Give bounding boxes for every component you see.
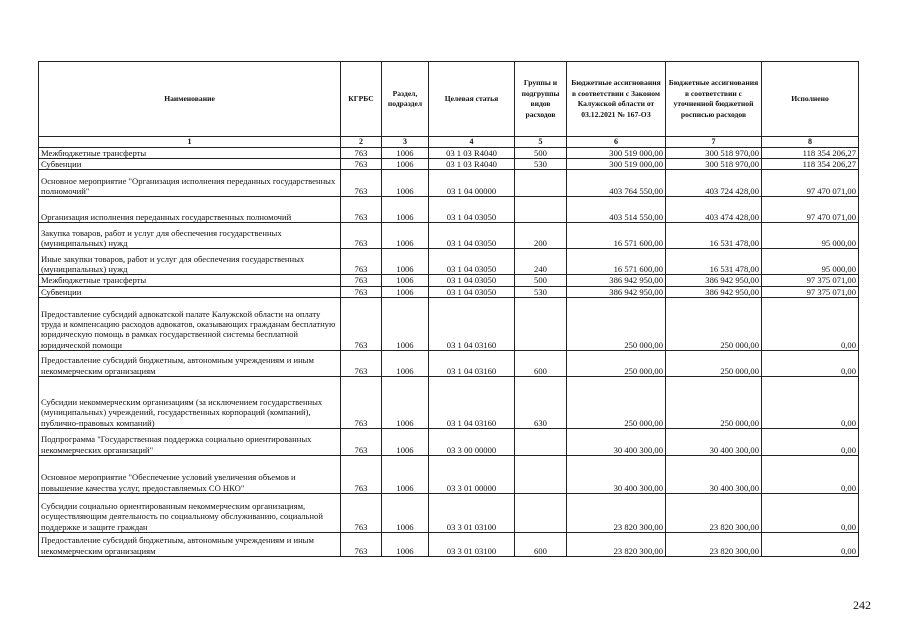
cell-budget-allocation: 300 518 970,00	[666, 148, 762, 159]
cell-law-allocation: 300 519 000,00	[567, 148, 666, 159]
cell-name: Предоставление субсидий бюджетным, автономным учреждениям и иным некоммерческим организациям	[39, 350, 341, 376]
cell-target-article: 03 1 03 R4040	[429, 159, 515, 170]
table-row	[39, 286, 859, 297]
cell-section: 1006	[382, 350, 429, 376]
cell-kgrbs: 763	[341, 275, 382, 286]
table-row	[39, 197, 859, 223]
cell-executed: 95 000,00	[762, 223, 859, 249]
cell-law-allocation: 386 942 950,00	[567, 286, 666, 297]
cell-section: 1006	[382, 376, 429, 428]
cell-budget-allocation: 386 942 950,00	[666, 275, 762, 286]
cell-budget-allocation: 300 518 970,00	[666, 159, 762, 170]
cell-name: Организация исполнения переданных государственных полномочий	[39, 197, 341, 223]
cell-target-article: 03 1 04 03050	[429, 223, 515, 249]
header-expense-group: Группы и подгруппы видов расходов	[515, 62, 567, 137]
column-number-row	[39, 137, 859, 148]
cell-law-allocation: 403 764 550,00	[567, 170, 666, 197]
cell-executed: 118 354 206,27	[762, 148, 859, 159]
cell-expense-group: 500	[515, 148, 567, 159]
table-row	[39, 493, 859, 532]
cell-expense-group: 530	[515, 286, 567, 297]
table-row	[39, 532, 859, 556]
cell-law-allocation: 386 942 950,00	[567, 275, 666, 286]
cell-expense-group	[515, 297, 567, 350]
column-number: 7	[666, 137, 762, 148]
cell-executed: 0,00	[762, 297, 859, 350]
table-row	[39, 148, 859, 159]
cell-kgrbs: 763	[341, 455, 382, 493]
cell-section: 1006	[382, 532, 429, 556]
cell-law-allocation: 403 514 550,00	[567, 197, 666, 223]
cell-expense-group	[515, 170, 567, 197]
cell-name: Основное мероприятие "Обеспечение условий увеличения объемов и повышение качества услуг, предоставляемых СО НКО"	[39, 455, 341, 493]
cell-expense-group	[515, 493, 567, 532]
cell-section: 1006	[382, 297, 429, 350]
cell-expense-group: 600	[515, 350, 567, 376]
cell-executed: 0,00	[762, 455, 859, 493]
cell-budget-allocation: 23 820 300,00	[666, 532, 762, 556]
column-number: 4	[429, 137, 515, 148]
cell-section: 1006	[382, 249, 429, 275]
cell-section: 1006	[382, 223, 429, 249]
cell-expense-group: 630	[515, 376, 567, 428]
cell-law-allocation: 16 571 600,00	[567, 249, 666, 275]
cell-budget-allocation: 30 400 300,00	[666, 455, 762, 493]
cell-name: Предоставление субсидий адвокатской палате Калужской области на оплату труда и компенсацию расходов адвокатов, оказывающих гражданам бесплатную юридическую помощь в рамках государственной системы бесплатной юридической помощи	[39, 297, 341, 350]
cell-executed: 0,00	[762, 493, 859, 532]
cell-kgrbs: 763	[341, 170, 382, 197]
cell-target-article: 03 3 01 03100	[429, 532, 515, 556]
cell-name: Субвенции	[39, 286, 341, 297]
cell-target-article: 03 3 00 00000	[429, 428, 515, 455]
cell-executed: 97 470 071,00	[762, 197, 859, 223]
cell-executed: 97 470 071,00	[762, 170, 859, 197]
table-row	[39, 249, 859, 275]
cell-target-article: 03 1 04 03160	[429, 297, 515, 350]
cell-law-allocation: 23 820 300,00	[567, 532, 666, 556]
cell-budget-allocation: 30 400 300,00	[666, 428, 762, 455]
cell-executed: 0,00	[762, 428, 859, 455]
cell-budget-allocation: 403 724 428,00	[666, 170, 762, 197]
page-number: 242	[853, 598, 871, 612]
cell-expense-group: 500	[515, 275, 567, 286]
cell-budget-allocation: 250 000,00	[666, 350, 762, 376]
cell-kgrbs: 763	[341, 148, 382, 159]
cell-kgrbs: 763	[341, 297, 382, 350]
cell-expense-group: 600	[515, 532, 567, 556]
table-body	[39, 148, 859, 557]
table-row	[39, 455, 859, 493]
cell-name: Иные закупки товаров, работ и услуг для обеспечения государственных (муниципальных) нужд	[39, 249, 341, 275]
cell-kgrbs: 763	[341, 197, 382, 223]
cell-section: 1006	[382, 428, 429, 455]
cell-budget-allocation: 250 000,00	[666, 297, 762, 350]
column-number: 5	[515, 137, 567, 148]
cell-kgrbs: 763	[341, 286, 382, 297]
header-kgrbs: КГРБС	[341, 62, 382, 137]
table-row	[39, 159, 859, 170]
cell-kgrbs: 763	[341, 376, 382, 428]
cell-name: Межбюджетные трансферты	[39, 148, 341, 159]
cell-expense-group	[515, 197, 567, 223]
cell-target-article: 03 3 01 03100	[429, 493, 515, 532]
table-row	[39, 170, 859, 197]
cell-law-allocation: 300 519 000,00	[567, 159, 666, 170]
cell-executed: 0,00	[762, 532, 859, 556]
cell-kgrbs: 763	[341, 249, 382, 275]
header-law-allocations: Бюджетные ассигнования в соответствии с Законом Калужской области от 03.12.2021 № 167-ОЗ	[567, 62, 666, 137]
cell-section: 1006	[382, 455, 429, 493]
cell-expense-group	[515, 455, 567, 493]
cell-executed: 95 000,00	[762, 249, 859, 275]
cell-section: 1006	[382, 159, 429, 170]
cell-name: Межбюджетные трансферты	[39, 275, 341, 286]
cell-law-allocation: 23 820 300,00	[567, 493, 666, 532]
header-target-article: Целевая статья	[429, 62, 515, 137]
cell-target-article: 03 1 03 R4040	[429, 148, 515, 159]
header-section: Раздел, подраздел	[382, 62, 429, 137]
cell-target-article: 03 1 04 03160	[429, 350, 515, 376]
cell-target-article: 03 1 04 03050	[429, 275, 515, 286]
table-row	[39, 350, 859, 376]
table-row	[39, 275, 859, 286]
cell-kgrbs: 763	[341, 350, 382, 376]
cell-name: Закупка товаров, работ и услуг для обеспечения государственных (муниципальных) нужд	[39, 223, 341, 249]
cell-budget-allocation: 386 942 950,00	[666, 286, 762, 297]
cell-expense-group	[515, 428, 567, 455]
cell-section: 1006	[382, 197, 429, 223]
cell-section: 1006	[382, 148, 429, 159]
column-number: 6	[567, 137, 666, 148]
cell-section: 1006	[382, 286, 429, 297]
cell-target-article: 03 1 04 03050	[429, 197, 515, 223]
column-number: 2	[341, 137, 382, 148]
cell-budget-allocation: 250 000,00	[666, 376, 762, 428]
cell-kgrbs: 763	[341, 223, 382, 249]
cell-law-allocation: 250 000,00	[567, 350, 666, 376]
cell-law-allocation: 250 000,00	[567, 297, 666, 350]
cell-name: Субвенции	[39, 159, 341, 170]
header-executed: Исполнено	[762, 62, 859, 137]
column-number: 3	[382, 137, 429, 148]
cell-target-article: 03 1 04 03160	[429, 376, 515, 428]
cell-target-article: 03 1 04 00000	[429, 170, 515, 197]
cell-executed: 97 375 071,00	[762, 286, 859, 297]
cell-law-allocation: 16 571 600,00	[567, 223, 666, 249]
cell-target-article: 03 1 04 03050	[429, 286, 515, 297]
cell-name: Подпрограмма "Государственная поддержка социально ориентированных некоммерческих организаций"	[39, 428, 341, 455]
cell-name: Предоставление субсидий бюджетным, автономным учреждениям и иным некоммерческим организациям	[39, 532, 341, 556]
table-row	[39, 376, 859, 428]
header-name: Наименование	[39, 62, 341, 137]
cell-section: 1006	[382, 170, 429, 197]
column-number: 8	[762, 137, 859, 148]
column-number: 1	[39, 137, 341, 148]
cell-budget-allocation: 23 820 300,00	[666, 493, 762, 532]
cell-law-allocation: 30 400 300,00	[567, 455, 666, 493]
budget-table	[38, 61, 859, 557]
cell-executed: 97 375 071,00	[762, 275, 859, 286]
cell-expense-group: 240	[515, 249, 567, 275]
cell-executed: 0,00	[762, 350, 859, 376]
header-budget-allocations: Бюджетные ассигнования в соответствии с уточненной бюджетной росписью расходов	[666, 62, 762, 137]
cell-expense-group: 200	[515, 223, 567, 249]
cell-law-allocation: 250 000,00	[567, 376, 666, 428]
cell-kgrbs: 763	[341, 532, 382, 556]
cell-section: 1006	[382, 493, 429, 532]
cell-kgrbs: 763	[341, 428, 382, 455]
cell-budget-allocation: 403 474 428,00	[666, 197, 762, 223]
cell-name: Субсидии некоммерческим организациям (за исключением государственных (муниципальных) учреждений, государственных корпораций (компаний), публично-правовых компаний)	[39, 376, 341, 428]
cell-law-allocation: 30 400 300,00	[567, 428, 666, 455]
cell-kgrbs: 763	[341, 159, 382, 170]
table-row	[39, 223, 859, 249]
cell-executed: 0,00	[762, 376, 859, 428]
table-header	[39, 62, 859, 148]
cell-name: Субсидии социально ориентированным некоммерческим организациям, осуществляющим деятельность по социальному обслуживанию, социальной поддержке и защите граждан	[39, 493, 341, 532]
cell-budget-allocation: 16 531 478,00	[666, 223, 762, 249]
table-row	[39, 297, 859, 350]
cell-executed: 118 354 206,27	[762, 159, 859, 170]
cell-kgrbs: 763	[341, 493, 382, 532]
cell-section: 1006	[382, 275, 429, 286]
cell-budget-allocation: 16 531 478,00	[666, 249, 762, 275]
cell-target-article: 03 3 01 00000	[429, 455, 515, 493]
cell-name: Основное мероприятие "Организация исполнения переданных государственных полномочий"	[39, 170, 341, 197]
cell-target-article: 03 1 04 03050	[429, 249, 515, 275]
table-row	[39, 428, 859, 455]
cell-expense-group: 530	[515, 159, 567, 170]
